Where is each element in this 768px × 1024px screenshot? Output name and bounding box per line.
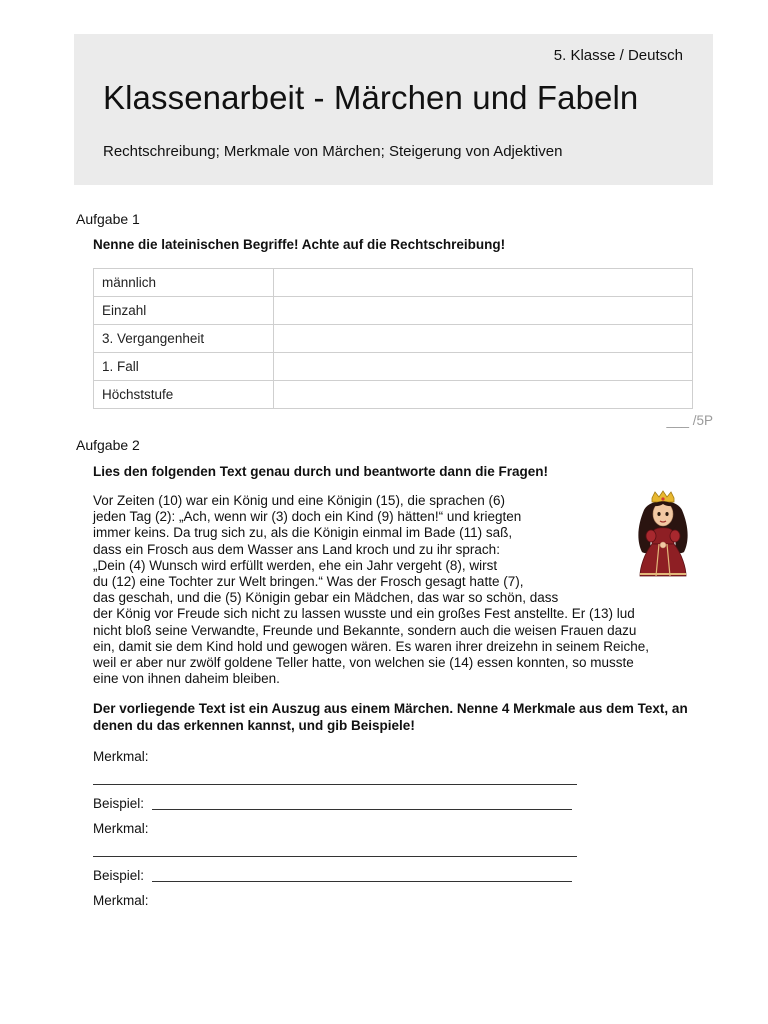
class-label: 5. Klasse / Deutsch	[553, 47, 683, 64]
table-row	[94, 381, 693, 409]
term-cell: Einzahl	[94, 297, 274, 325]
story-line: der König vor Freude sich nicht zu lassen wusste und ein großes Fest anstellte. Er (13) lud	[93, 606, 635, 622]
answer-cell[interactable]	[274, 297, 693, 325]
page-title: Klassenarbeit - Märchen und Fabeln	[103, 79, 639, 116]
term-cell: 1. Fall	[94, 353, 274, 381]
story-line: ein, damit sie dem Kind hold und gewogen wären. Es waren ihrer dreizehn in seinem Reiche,	[93, 638, 650, 654]
term-cell: 3. Vergangenheit	[94, 325, 274, 353]
answer-cell[interactable]	[274, 325, 693, 353]
story-line: jeden Tag (2): „Ach, wenn wir (3) doch ein Kind (9) hätten!“ und kriegten	[93, 509, 522, 525]
story-text	[93, 493, 703, 687]
term-cell: männlich	[94, 269, 274, 297]
answer-cell[interactable]	[274, 269, 693, 297]
task1-instruction: Nenne die lateinischen Begriffe! Achte auf die Rechtschreibung!	[93, 237, 506, 252]
story-line: weil er aber nur zwölf goldene Teller hatte, von welchen sie (14) essen konnten, so musste	[93, 655, 634, 671]
beispiel-answer-line[interactable]	[152, 809, 572, 810]
table-row	[94, 325, 693, 353]
beispiel-label: Beispiel:	[93, 868, 145, 883]
task1-label: Aufgabe 1	[76, 211, 140, 227]
story-line: immer keins. Da trug sich zu, als die Königin einmal im Bade (11) saß,	[93, 525, 513, 541]
answer-cell[interactable]	[274, 381, 693, 409]
queen-illustration	[630, 490, 696, 580]
merkmal-label: Merkmal:	[93, 821, 149, 836]
task2-question: Der vorliegende Text ist ein Auszug aus einem Märchen. Nenne 4 Merkmale aus dem Text, an denen du das erkennen kannst, und gib Beispiele!	[93, 701, 688, 733]
merkmal-answer-line[interactable]	[93, 784, 577, 785]
story-line: dass ein Frosch aus dem Wasser ans Land kroch und zu ihr sprach:	[93, 541, 500, 557]
beispiel-label: Beispiel:	[93, 796, 145, 811]
story-line: Vor Zeiten (10) war ein König und eine Königin (15), die sprachen (6)	[93, 493, 505, 508]
beispiel-answer-line[interactable]	[152, 881, 572, 882]
story-line: du (12) eine Tochter zur Welt bringen.“ Was der Frosch gesagt hatte (7),	[93, 574, 524, 590]
header-box	[74, 34, 713, 185]
table-row	[94, 353, 693, 381]
answer-cell[interactable]	[274, 353, 693, 381]
task2-label: Aufgabe 2	[76, 437, 140, 453]
story-line: nicht bloß seine Verwandte, Freunde und Bekannte, sondern auch die weisen Frauen dazu	[93, 622, 637, 638]
terms-table	[93, 268, 693, 409]
table-row	[94, 297, 693, 325]
task1-points: ___ /5P	[666, 413, 713, 428]
story-line: das geschah, und die (5) Königin gebar ein Mädchen, das war so schön, dass	[93, 590, 559, 606]
term-cell: Höchststufe	[94, 381, 274, 409]
task2-instruction: Lies den folgenden Text genau durch und beantworte dann die Fragen!	[93, 464, 549, 479]
merkmal-answer-line[interactable]	[93, 856, 577, 857]
merkmal-label: Merkmal:	[93, 893, 149, 908]
story-line: „Dein (4) Wunsch wird erfüllt werden, ehe ein Jahr vergeht (8), wirst	[93, 557, 498, 573]
table-row	[94, 269, 693, 297]
story-line: eine von ihnen daheim bleiben.	[93, 671, 280, 687]
page-subtitle: Rechtschreibung; Merkmale von Märchen; Steigerung von Adjektiven	[103, 143, 563, 160]
merkmal-label: Merkmal:	[93, 749, 149, 764]
